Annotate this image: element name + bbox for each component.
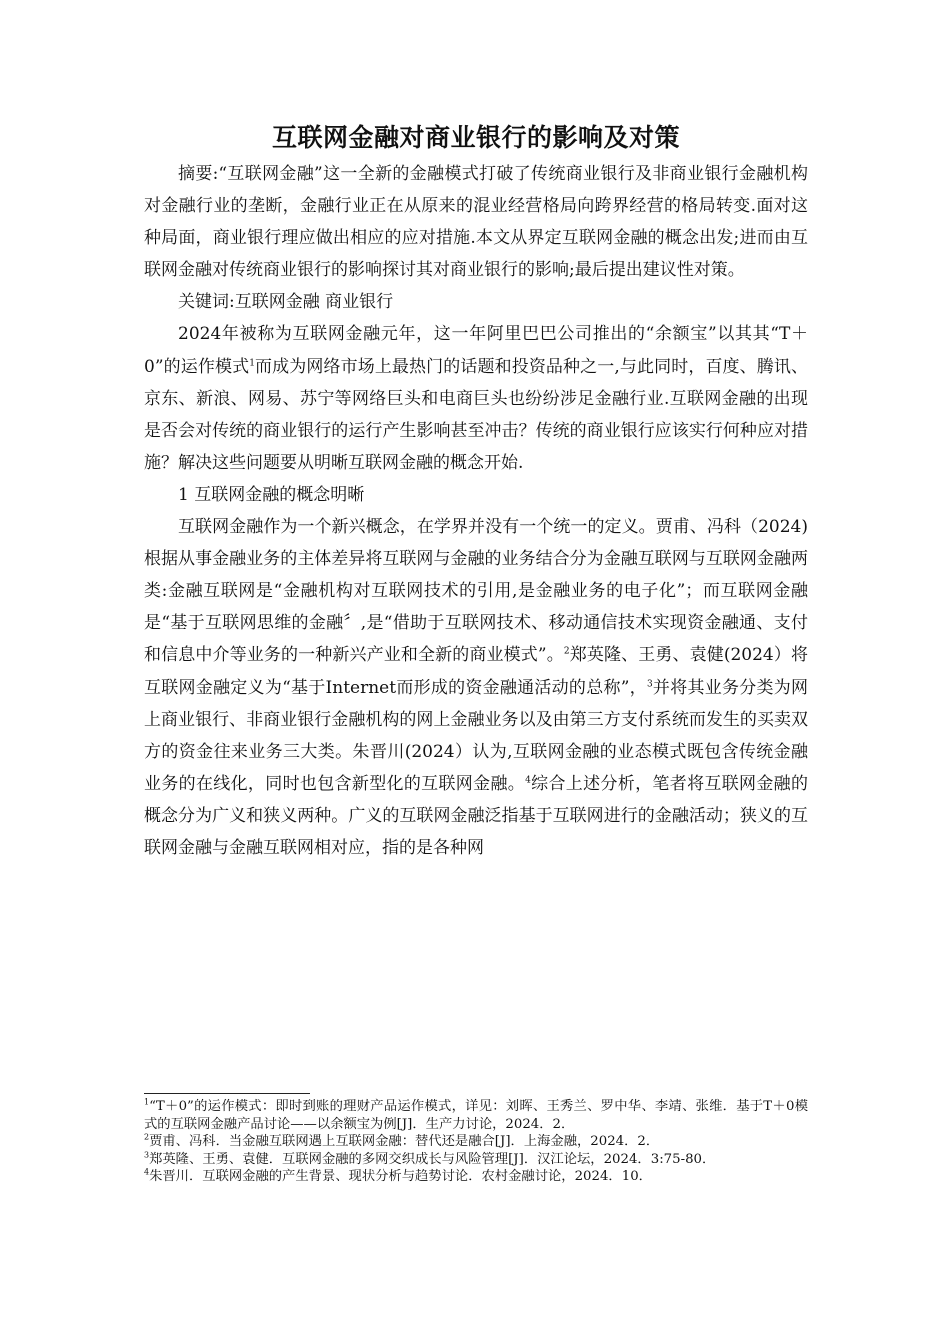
- section-1-text-4: 综合上述分析，笔者将互联网金融的概念分为广义和狭义两种。广义的互联网金融泛指基于互联网进行的金融活动；狭义的互联网金融与金融互联网相对应，指的是各种网: [144, 773, 809, 858]
- footnote-text: “T＋0”的运作模式：即时到账的理财产品运作模式，详见：刘晖、王秀兰、罗中华、李靖、张维．基于T＋0模式的互联网金融产品讨论——以余额宝为例[J]．生产力讨论，2024．2．: [144, 1099, 808, 1132]
- footnote-2: [144, 1133, 808, 1151]
- footnote-number: 3: [144, 1150, 150, 1160]
- footnote-ref-1[interactable]: 1: [249, 357, 255, 368]
- abstract-label: 摘要:: [178, 164, 219, 184]
- footnote-1: [144, 1098, 808, 1133]
- section-1-text-2: 郑英隆、王勇、袁健(2024）将互联网金融定义为“基于Internet而形成的资金融通活动的总称”，: [144, 645, 808, 698]
- document-title: 互联网金融对商业银行的影响及对策: [271, 123, 680, 152]
- footnotes-area: [144, 1093, 808, 1186]
- section-1-paragraph: [144, 511, 808, 864]
- section-1-text-1: 互联网金融作为一个新兴概念，在学界并没有一个统一的定义。贾甫、冯科（2024)根据从事金融业务的主体差异将互联网与金融的业务结合分为金融互联网与互联网金融两类:金融互联网是“金融机构对互联网技术的引用,是金融业务的电子化”；而互联网金融是“基于互联网思维的金融〞,是“借助于互联网技术、移动通信技术实现资金融通、支付和信息中介等业务的一种新兴产业和全新的商业模式”。: [144, 517, 808, 666]
- footnote-text: 朱晋川．互联网金融的产生背景、现状分析与趋势讨论．农村金融讨论，2024．10．: [149, 1169, 652, 1184]
- intro-text-2: 而成为网络市场上最热门的话题和投资品种之一,与此同时，百度、腾讯、京东、新浪、网易、苏宁等网络巨头和电商巨头也纷纷涉足金融行业.互联网金融的出现是否会对传统的商业银行的运行产生影响甚至冲击？传统的商业银行应该实行何种应对措施？解决这些问题要从明晰互联网金融的概念开始.: [144, 356, 808, 473]
- footnote-number: 4: [144, 1167, 150, 1177]
- abstract-paragraph: [144, 158, 808, 286]
- footnote-ref-2[interactable]: 2: [563, 646, 570, 657]
- keywords-text: 互联网金融 商业银行: [234, 292, 394, 313]
- footnote-number: 1: [144, 1097, 150, 1107]
- footnote-text: 郑英隆、王勇、袁健．互联网金融的多网交织成长与风险管理[J]．汉江论坛，2024．3:75-80．: [149, 1151, 716, 1167]
- keywords-paragraph: [144, 286, 808, 318]
- keywords-label: 关键词:: [178, 292, 235, 313]
- intro-paragraph: [144, 318, 808, 478]
- footnote-number: 2: [144, 1132, 150, 1142]
- footnote-3: [144, 1151, 808, 1169]
- abstract-text: “互联网金融”这一全新的金融模式打破了传统商业银行及非商业银行金融机构对金融行业的垄断，金融行业正在从原来的混业经营格局向跨界经营的格局转变.面对这种局面，商业银行理应做出相应的应对措施.本文从界定互联网金融的概念出发;进而由互联网金融对传统商业银行的影响探讨其对商业银行的影响;最后提出建议性对策。: [144, 164, 808, 281]
- intro-text-1: 2024年被称为互联网金融元年，这一年阿里巴巴公司推出的“余额宝”以其其“T＋0”的运作模式: [144, 324, 808, 377]
- section-1-heading: 1 互联网金融的概念明晰: [178, 484, 365, 505]
- document-body: [144, 118, 808, 864]
- footnote-ref-4[interactable]: 4: [525, 775, 531, 786]
- footnote-4: [144, 1168, 808, 1186]
- footnote-text: 贾甫、冯科．当金融互联网遇上互联网金融：替代还是融合[J]．上海金融，2024．2．: [149, 1134, 660, 1149]
- footnote-separator: [144, 1093, 310, 1094]
- footnote-ref-3[interactable]: 3: [646, 678, 653, 689]
- section-1-text-3: 并将其业务分类为网上商业银行、非商业银行金融机构的网上金融业务以及由第三方支付系统而发生的买卖双方的资金往来业务三大类。朱晋川(2024）认为,互联网金融的业态模式既包含传统金融业务的在线化，同时也包含新型化的互联网金融。: [144, 677, 809, 794]
